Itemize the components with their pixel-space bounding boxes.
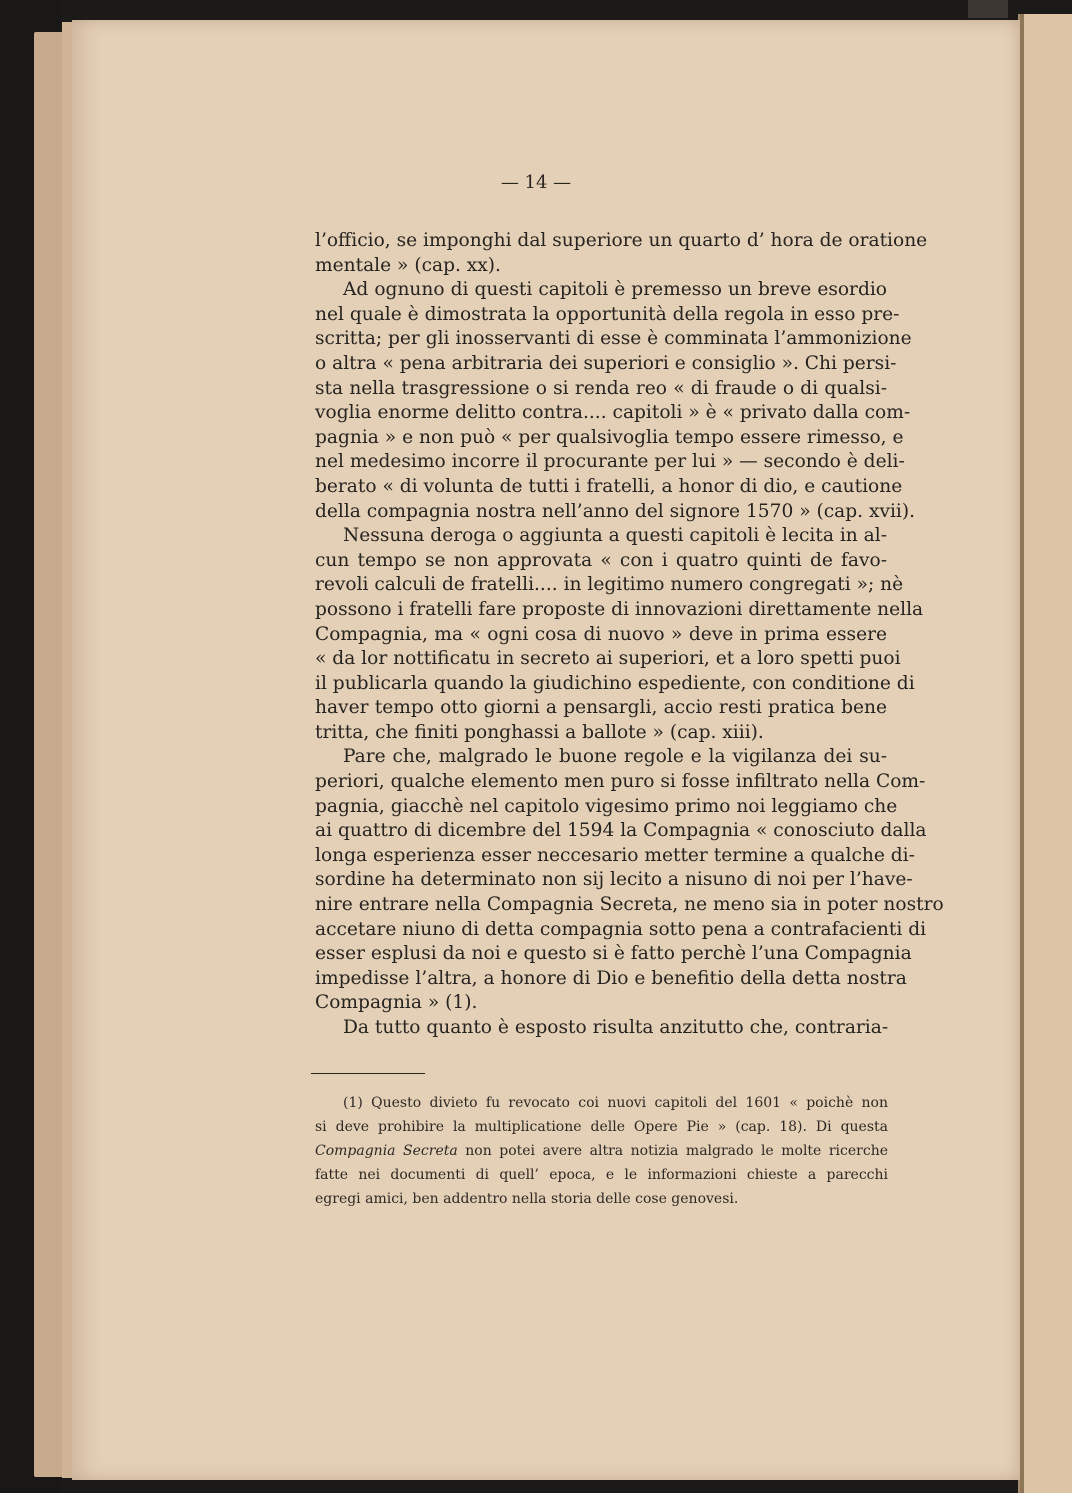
body-line: tritta, che finiti ponghassi a ballote » (cap. xiii). [315,721,764,743]
body-line: accetare niuno di detta compagnia sotto pena a contrafacienti di [315,918,927,940]
footnote [315,1091,888,1211]
footnote-text: non potei avere altra notizia malgrado le molte ricerche [457,1143,888,1159]
body-line: esser esplusi da noi e questo si è fatto perchè l’una Compagnia [315,943,912,965]
body-line: periori, qualche elemento men puro si fosse infiltrato nella Com- [315,771,926,793]
body-line: Compagnia » (1). [315,992,478,1014]
body-line: impedisse l’altra, a honore di Dio e benefitio della detta nostra [315,967,907,989]
body-line: Da tutto quanto è esposto risulta anzitutto che, contraria- [343,1017,889,1038]
body-line: l’officio, se imponghi dal superiore un quarto d’ hora de oratione [315,230,928,251]
body-line: longa esperienza esser neccesario metter termine a qualche di- [315,844,915,866]
footnote-line: fatte nei documenti di quell’ epoca, e le informazioni chieste a parecchi [315,1167,888,1183]
body-text [315,229,944,1041]
footnote-line [315,1139,888,1163]
body-line: scritta; per gli inosservanti di esse è comminata l’ammonizione [315,328,912,350]
body-line: possono i fratelli fare proposte di innovazioni direttamente nella [315,598,924,620]
binding-tab [968,0,1008,18]
body-line: cun tempo se non approvata « con i quatro quinti de favo- [315,549,887,571]
body-line: Compagnia, ma « ogni cosa di nuovo » deve in prima essere [315,623,887,645]
body-line: della compagnia nostra nell’anno del signore 1570 » (cap. xvii). [315,500,916,522]
body-line: pagnia » e non può « per qualsivoglia tempo essere rimesso, e [315,426,904,448]
body-line: voglia enorme delitto contra.... capitoli » è « privato dalla com- [315,402,911,424]
page-number: — 14 — [500,172,572,193]
next-page-edge [1018,14,1072,1493]
footnote-line: si deve prohibire la multiplicatione delle Opere Pie » (cap. 18). Di questa [315,1119,888,1135]
body-line: sordine ha determinato non sij lecito a nisuno di noi per l’havе- [315,869,913,891]
body-line: sta nella trasgressione o si renda reo « di fraude o di qualsi- [315,377,887,399]
footnote-line: (1) Questo divieto fu revocato coi nuovi capitoli del 1601 « poichè non [343,1095,888,1111]
body-line: berato « di volunta de tutti i fratelli, a honor di dio, e cautione [315,475,903,497]
body-line: o altra « pena arbitraria dei superiori e consiglio ». Chi persi- [315,352,897,374]
body-line: revoli calculi de fratelli.... in legitimo numero congregati »; nè [315,574,904,596]
body-line: ai quattro di dicembre del 1594 la Compagnia « conosciuto dalla [315,820,927,842]
body-line: Pare che, malgrado le buone regole e la vigilanza dei su- [343,746,887,768]
body-line: il publicarla quando la giudichino espediente, con conditione di [315,672,915,694]
body-line: pagnia, giacchè nel capitolo vigesimo primo noi leggiamo che [315,795,898,817]
body-line: Ad ognuno di questi capitoli è premesso un breve esordio [343,279,887,301]
body-line: nire entrare nella Compagnia Secreta, ne meno sia in poter nostro [315,894,944,916]
body-line: nel medesimo incorre il procurante per lui » — secondo è deli- [315,451,905,473]
body-line: nel quale è dimostrata la opportunità della regola in esso pre- [315,303,900,325]
body-line: Nessuna deroga o aggiunta a questi capitoli è lecita in al- [343,525,887,547]
footnote-rule [311,1073,425,1074]
body-line: « da lor nottificatu in secreto ai superiori, et a loro spetti puoi [315,648,901,670]
body-line: haver tempo otto giorni a pensargli, accio resti pratica bene [315,697,887,719]
body-line: mentale » (cap. xx). [315,254,501,276]
footnote-italic: Compagnia Secreta [315,1143,458,1159]
footnote-line: egregi amici, ben addentro nella storia delle cose genovesi. [315,1191,739,1207]
